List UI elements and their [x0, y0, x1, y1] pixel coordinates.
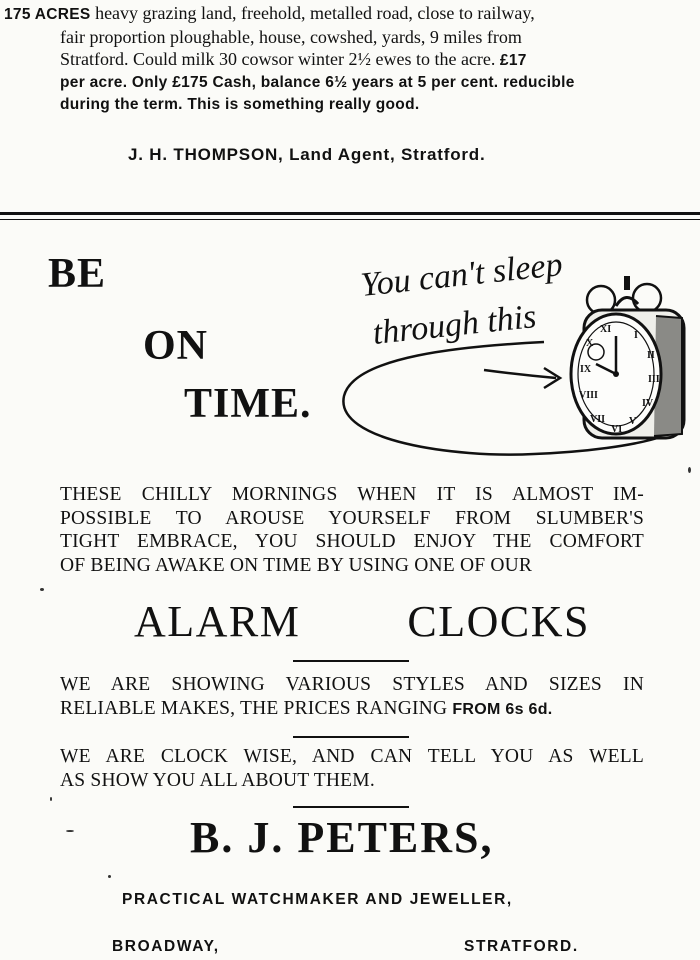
arrow-shaft: [484, 370, 556, 378]
range-line-2: RELIABLE MAKES, THE PRICES RANGING: [60, 697, 448, 719]
heading-be: BE: [48, 251, 107, 297]
alarm-clock-illustration: [334, 246, 700, 468]
intro-line-1: THESE CHILLY MORNINGS WHEN IT IS ALMOST IM-: [60, 484, 644, 505]
intro-line-2: POSSIBLE TO AROUSE YOURSELF FROM SLUMBER'S: [60, 507, 644, 529]
script-line-2: through this: [370, 298, 538, 352]
address-street: BROADWAY,: [112, 938, 220, 955]
svg-text:VII: VII: [590, 414, 606, 425]
intro-line-3: TIGHT EMBRACE, YOU SHOULD ENJOY THE COMFORT: [60, 531, 644, 552]
separator-rule-thin: [0, 219, 700, 220]
print-speck: [50, 797, 52, 801]
short-rule-1: [293, 660, 409, 662]
land-line-1: heavy grazing land, freehold, metalled road, close to railway,: [95, 3, 535, 23]
print-speck: [40, 588, 44, 591]
merchant-name: B. J. PETERS,: [190, 813, 494, 862]
svg-text:I: I: [634, 330, 638, 341]
merchant-profession: PRACTICAL WATCHMAKER AND JEWELLER,: [122, 891, 513, 908]
svg-text:V: V: [629, 416, 637, 427]
range-line-1: WE ARE SHOWING VARIOUS STYLES AND SIZES IN: [60, 674, 644, 695]
acreage-lead: 175 ACRES: [4, 6, 91, 23]
svg-text:XI: XI: [600, 324, 612, 335]
land-advertisement: [0, 0, 700, 200]
land-line-2: fair proportion ploughable, house, cowshed, yards, 9 miles from: [60, 27, 522, 47]
svg-text:VI: VI: [611, 424, 623, 435]
land-line-3: Stratford. Could milk 30 cowsor winter 2½ ewes to the acre.: [60, 49, 496, 69]
price-from: FROM 6s 6d.: [452, 700, 553, 718]
svg-text:VIII: VIII: [579, 390, 598, 401]
land-terms: per acre. Only £175 Cash, balance 6½ years at 5 per cent. reducible: [60, 74, 575, 91]
intro-line-4: OF BEING AWAKE ON TIME BY USING ONE OF OUR: [60, 554, 533, 576]
separator-rule-thick: [0, 212, 700, 215]
svg-text:IX: IX: [580, 364, 592, 375]
print-speck: [108, 875, 111, 878]
alarm-word: ALARM: [134, 597, 301, 646]
svg-text:III: III: [648, 374, 660, 385]
product-heading: [134, 596, 590, 647]
svg-text:II: II: [647, 350, 655, 361]
svg-text:X: X: [586, 338, 594, 349]
clockwise-line-2: AS SHOW YOU ALL ABOUT THEM.: [60, 769, 375, 791]
short-rule-2: [293, 736, 409, 738]
print-speck: [688, 467, 691, 473]
heading-time: TIME.: [184, 381, 312, 427]
land-price: £17: [499, 52, 527, 69]
land-description: [4, 2, 698, 116]
range-paragraph: [60, 673, 644, 721]
clockwise-paragraph: [60, 745, 644, 792]
script-line-1: You can't sleep: [358, 246, 565, 304]
svg-text:IV: IV: [642, 398, 654, 409]
intro-paragraph: [60, 483, 644, 577]
clockwise-line-1: WE ARE CLOCK WISE, AND CAN TELL YOU AS WELL: [60, 746, 644, 767]
short-rule-3: [293, 806, 409, 808]
address-town: STRATFORD.: [464, 938, 579, 955]
land-closing: during the term. This is something really good.: [60, 96, 420, 113]
land-agent: J. H. THOMPSON, Land Agent, Stratford.: [128, 145, 486, 164]
alarm-clock-icon: [571, 276, 684, 438]
print-speck: [66, 830, 74, 832]
clocks-word: CLOCKS: [407, 597, 590, 646]
heading-on: ON: [143, 323, 208, 369]
